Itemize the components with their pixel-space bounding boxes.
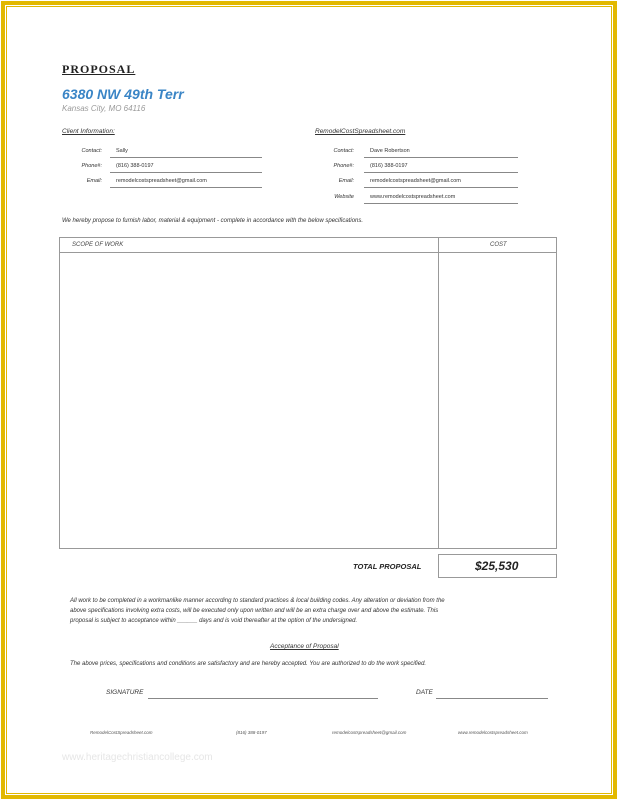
date-label: DATE — [416, 689, 433, 696]
signature-line[interactable] — [148, 698, 378, 699]
company-phone-label: Phone#: — [333, 163, 354, 169]
company-website-value: www.remodelcostspreadsheet.com — [370, 194, 456, 200]
client-heading: Client Information: — [62, 128, 115, 135]
client-contact-line — [110, 157, 262, 158]
project-address: 6380 NW 49th Terr — [62, 86, 184, 102]
project-city: Kansas City, MO 64116 — [62, 104, 146, 113]
page-title: PROPOSAL — [62, 62, 136, 76]
client-phone-value: (816) 388-0197 — [116, 163, 154, 169]
scope-header: SCOPE OF WORK — [72, 242, 124, 248]
footer-site: RemodelCostSpreadsheet.com — [90, 730, 153, 735]
company-contact-line — [364, 157, 518, 158]
client-phone-label: Phone#: — [81, 163, 102, 169]
client-contact-label: Contact: — [81, 148, 102, 154]
company-heading: RemodelCostSpreadsheet.com — [315, 128, 406, 135]
cost-header: COST — [490, 242, 507, 248]
company-website-label: Website — [334, 194, 354, 200]
terms-line-2: above specifications involving extra costs, will be executed only upon written and will be an extra charge over and above the estimate. This — [70, 608, 439, 614]
table-header-divider — [60, 252, 556, 253]
company-email-value: remodelcostspreadsheet@gmail.com — [370, 178, 461, 184]
footer-web: www.remodelcostspreadsheet.com — [458, 730, 528, 735]
client-email-line — [110, 187, 262, 188]
company-email-label: Email: — [338, 178, 354, 184]
acceptance-heading: Acceptance of Proposal — [270, 643, 339, 650]
table-column-divider — [438, 238, 439, 548]
company-phone-value: (816) 388-0197 — [370, 163, 408, 169]
total-label: TOTAL PROPOSAL — [353, 562, 422, 571]
scope-table — [59, 237, 557, 549]
total-value: $25,530 — [475, 559, 519, 573]
client-email-value: remodelcostspreadsheet@gmail.com — [116, 178, 207, 184]
intro-text: We hereby propose to furnish labor, material & equipment - complete in accordance with the below specifications. — [62, 218, 364, 224]
client-phone-line — [110, 172, 262, 173]
company-contact-label: Contact: — [333, 148, 354, 154]
client-email-label: Email: — [86, 178, 102, 184]
company-website-line — [364, 203, 518, 204]
company-contact-value: Dave Robertson — [370, 148, 410, 154]
terms-text — [70, 596, 550, 626]
company-email-line — [364, 187, 518, 188]
footer-phone: (816) 388-0197 — [236, 730, 267, 735]
watermark-text: www.heritagechristiancollege.com — [62, 752, 213, 763]
signature-label: SIGNATURE — [106, 689, 144, 696]
terms-line-1: All work to be completed in a workmanlike manner according to standard practices & local building codes. Any alteration or deviation from the — [70, 598, 445, 604]
client-contact-value: Sally — [116, 148, 128, 154]
company-phone-line — [364, 172, 518, 173]
date-line[interactable] — [436, 698, 548, 699]
terms-line-3: proposal is subject to acceptance within ______ days and is void thereafter at the option of the undersigned. — [70, 618, 358, 624]
footer-email: remodelcostspreadsheet@gmail.com — [332, 730, 407, 735]
acceptance-text: The above prices, specifications and conditions are satisfactory and are hereby accepted. You are authorized to do the work specified. — [70, 661, 427, 667]
